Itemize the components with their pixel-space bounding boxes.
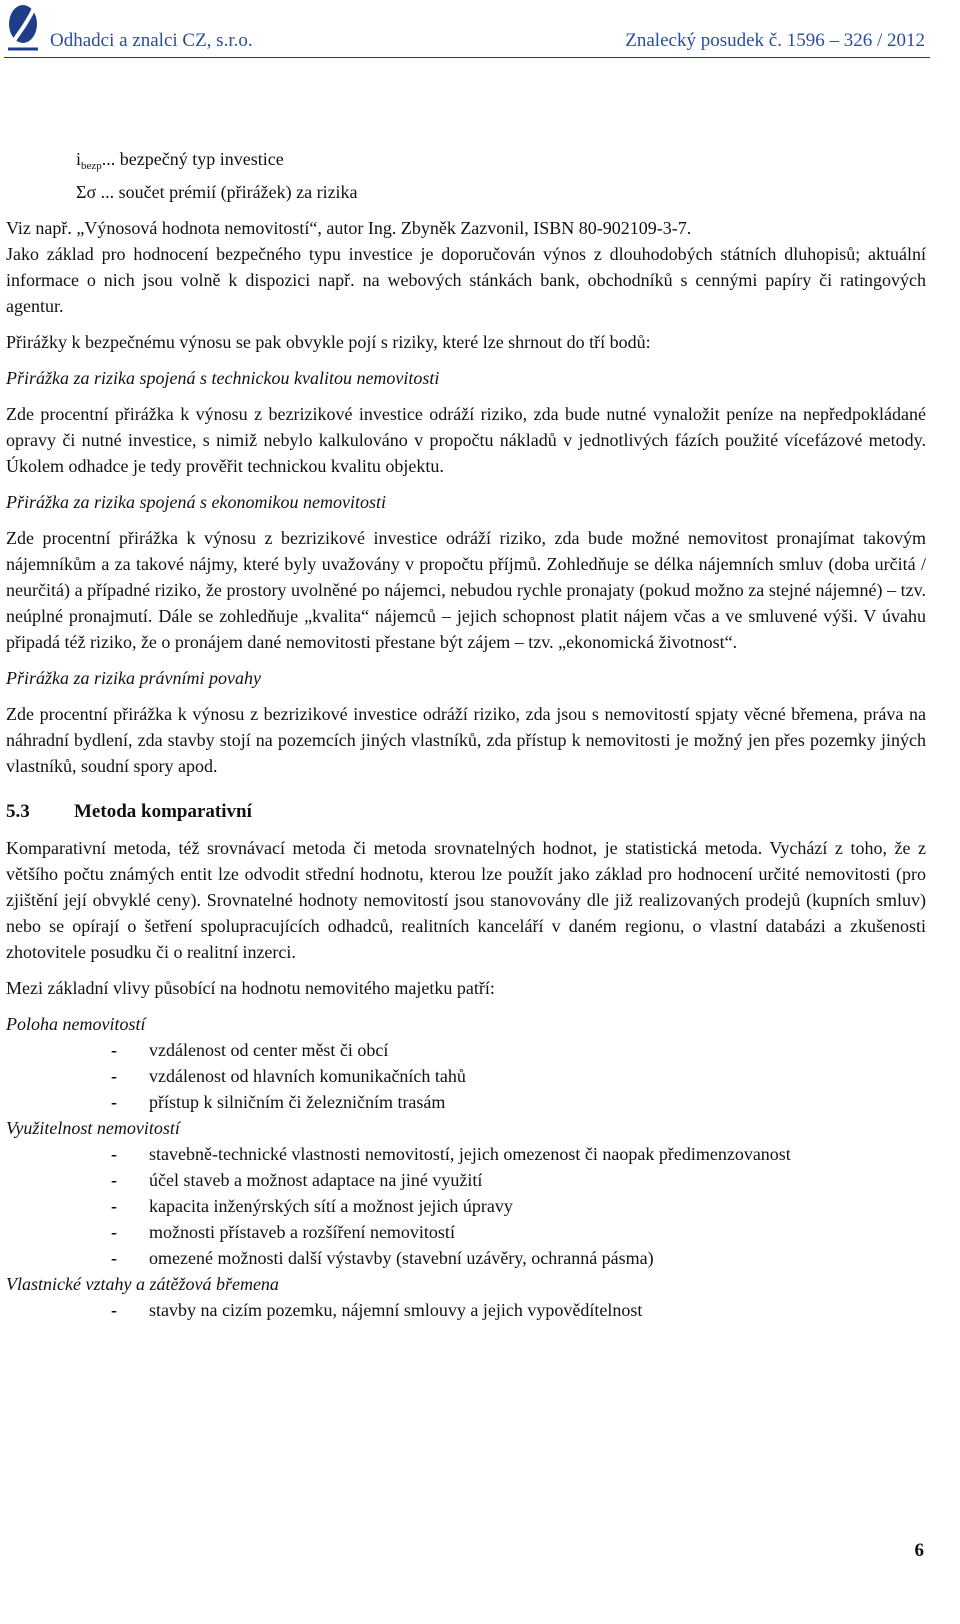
list-item: - účel staveb a možnost adaptace na jiné využití xyxy=(111,1170,483,1190)
legal-risk-text: Zde procentní přirážka k výnosu z bezrizikové investice odráží riziko, zda jsou s nemovitostí spjaty věcné břemena, práva na náhradní bydlení, zda stavby stojí na pozemcích jiných vlastníků, zda přístup k nemovitosti je možný jen přes pozemky jiných vlastníků, soudní spory apod. xyxy=(6,704,926,776)
list-item: - omezené možnosti další výstavby (stavební uzávěry, ochranná pásma) xyxy=(111,1248,654,1268)
company-logo-icon xyxy=(6,2,40,52)
econ-risk-heading: Přirážka za rizika spojená s ekonomikou nemovitosti xyxy=(6,492,386,512)
list-item: - přístup k silničním či železničním trasám xyxy=(111,1092,446,1112)
surcharges-intro: Přirážky k bezpečnému výnosu se pak obvykle pojí s riziky, které lze shrnout do tří bodů: xyxy=(6,332,651,352)
section-number: 5.3 xyxy=(6,801,30,822)
section-title: Metoda komparativní xyxy=(74,801,252,822)
ownership-heading: Vlastnické vztahy a zátěžová břemena xyxy=(6,1274,279,1294)
page-number: 6 xyxy=(914,1540,924,1561)
page-header xyxy=(0,0,960,60)
tech-risk-heading: Přirážka za rizika spojená s technickou kvalitou nemovitosti xyxy=(6,368,440,388)
list-item: - vzdálenost od hlavních komunikačních tahů xyxy=(111,1066,466,1086)
legal-risk-heading: Přirážka za rizika právními povahy xyxy=(6,668,261,688)
section-intro: Komparativní metoda, též srovnávací metoda či metoda srovnatelných hodnot, je statistická metoda. Vychází z toho, že z většího počtu známých entit lze odvodit střední hodnotu, kterou lze použít jako základ pro hodnocení určité nemovitosti (pro zjištění její obvyklé ceny). Srovnatelné hodnoty nemovitostí jsou stanovovány dle již realizovaných prodejů (kupních smluv) nebo se opírají o šetření spolupracujících odhadců, realitních kanceláří v daném regionu, o vlastní databázi a zkušenosti zhotovitele posudku či o realitní inzerci. xyxy=(6,838,926,962)
tech-risk-text: Zde procentní přirážka k výnosu z bezrizikové investice odráží riziko, zda bude nutné vynaložit peníze na nepředpokládané opravy či nutné investice, s nimiž nebylo kalkulováno v propočtu nákladů v jednotlivých fázích použité vícefázové metody. Úkolem odhadce je tedy prověřit technickou kvalitu objektu. xyxy=(6,404,926,476)
reference-paragraph: Viz např. „Výnosová hodnota nemovitostí“, autor Ing. Zbyněk Zazvonil, ISBN 80-902109-3-7. xyxy=(6,218,692,238)
list-item: - stavebně-technické vlastnosti nemovitostí, jejich omezenost či naopak předimenzovanost xyxy=(111,1144,791,1164)
list-item: - vzdálenost od center měst či obcí xyxy=(111,1040,389,1060)
section-heading xyxy=(6,799,926,825)
list-item: - kapacita inženýrských sítí a možnost jejich úpravy xyxy=(111,1196,513,1216)
list-item: - možnosti přístaveb a rozšíření nemovitostí xyxy=(111,1222,455,1242)
company-name: Odhadci a znalci CZ, s.r.o. xyxy=(50,30,253,51)
document-body xyxy=(6,146,926,1323)
location-heading: Poloha nemovitostí xyxy=(6,1014,146,1034)
report-reference: Znalecký posudek č. 1596 – 326 / 2012 xyxy=(625,30,925,51)
legend-line-2: Σσ ... součet prémií (přirážek) za rizika xyxy=(76,182,358,202)
factors-intro: Mezi základní vlivy působící na hodnotu nemovitého majetku patří: xyxy=(6,978,495,998)
usability-heading: Využitelnost nemovitostí xyxy=(6,1118,180,1138)
econ-risk-text: Zde procentní přirážka k výnosu z bezrizikové investice odráží riziko, zda bude možné nemovitost pronajímat takovým nájemníkům a za takové nájmy, které byly uvažovány v propočtu příjmů. Zohledňuje se délka nájemních smluv (doba určitá / neurčitá) a případné riziko, že prostory uvolněné po nájemci, nebudou rychle pronajaty (pokud možno za stejné nájemné) – tzv. neúplné pronajmutí. Dále se zohledňuje „kvalita“ nájemců – jejich schopnost platit nájem včas a ve smluvené výši. V úvahu připadá též riziko, že o pronájem dané nemovitosti přestane být zájem – tzv. „ekonomická životnost“. xyxy=(6,528,926,652)
legend-line-1: $i_{bezp}$... bezpečný typ investice xyxy=(76,149,284,172)
list-item: - stavby na cizím pozemku, nájemní smlouvy a jejich vypovědítelnost xyxy=(111,1300,643,1320)
header-divider xyxy=(4,57,930,58)
base-paragraph: Jako základ pro hodnocení bezpečného typu investice je doporučován výnos z dlouhodobých státních dluhopisů; aktuální informace o nich jsou volně k dispozici např. na webových stánkách bank, obchodníků s cennými papíry či ratingových agentur. xyxy=(6,244,926,316)
